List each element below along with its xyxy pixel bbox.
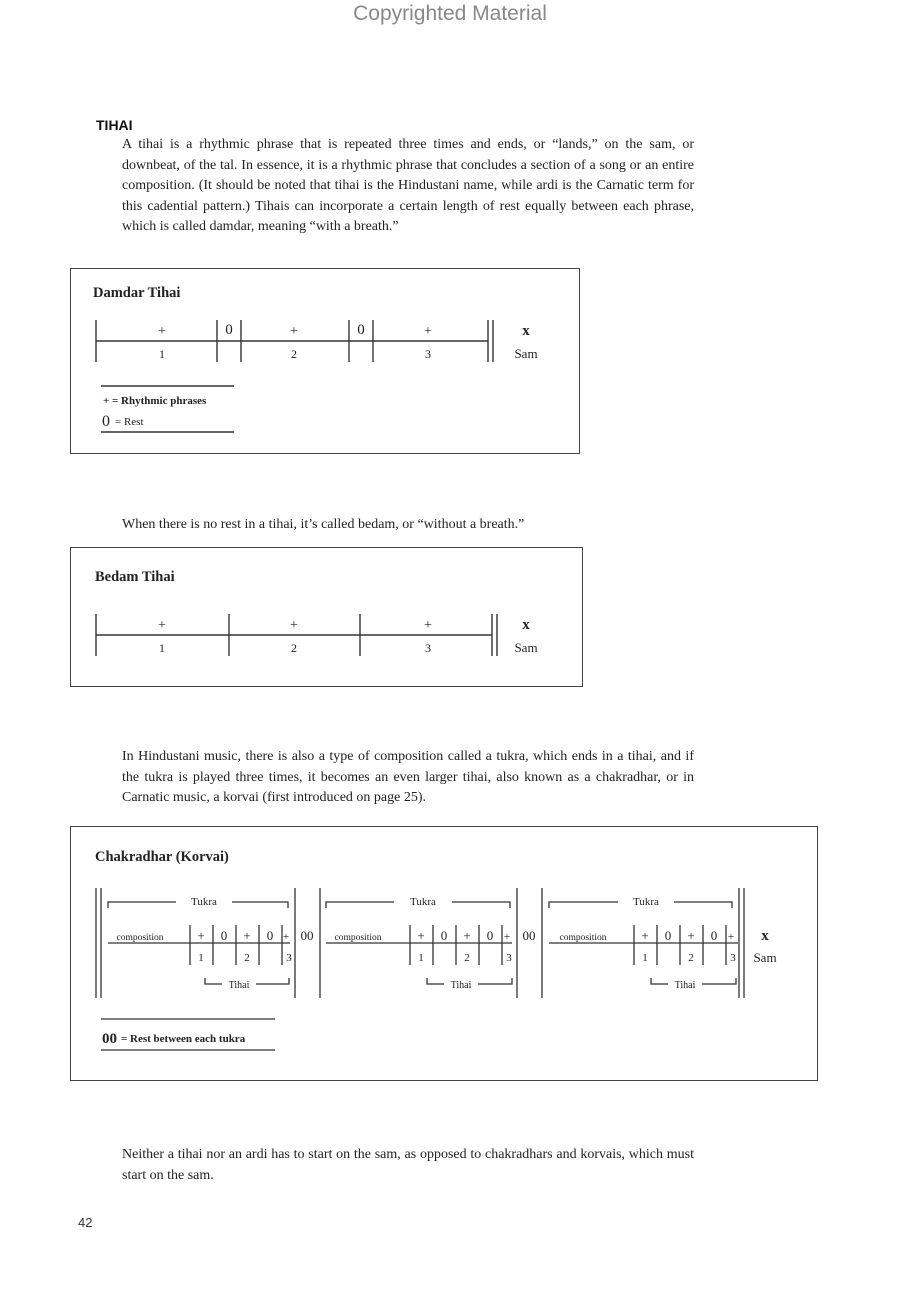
chakradhar-phrase: + — [687, 928, 695, 943]
chakradhar-phrase: + — [282, 931, 290, 943]
chakradhar-number-1: 1 — [418, 952, 424, 964]
chakradhar-phrase: + — [641, 928, 649, 943]
chakradhar-rest: 0 — [220, 928, 228, 943]
chakradhar-number-1: 1 — [642, 952, 648, 964]
damdar-x-label: x — [522, 323, 530, 339]
damdar-number-2: 2 — [291, 347, 297, 361]
paragraph-bedam: When there is no rest in a tihai, it’s called bedam, or “without a breath.” — [122, 517, 525, 532]
chakradhar-phrase: + — [243, 928, 251, 943]
chakradhar-number-3: 3 — [730, 952, 736, 964]
tihai-label-3: Tihai — [674, 980, 696, 991]
chakradhar-sam-label: Sam — [753, 950, 777, 965]
chakradhar-phrase: + — [727, 931, 735, 943]
bedam-sam-label: Sam — [514, 640, 538, 655]
tukra-label-2: Tukra — [410, 896, 436, 908]
chakradhar-rest: 0 — [266, 928, 274, 943]
chakradhar-number-1: 1 — [198, 952, 204, 964]
section-heading: TIHAI — [96, 117, 133, 133]
copyright-watermark: Copyrighted Material — [353, 2, 547, 25]
paragraph-ardi: Neither a tihai nor an ardi has to start on the sam, as opposed to chakradhars and korvais, which must start on the sam. — [122, 1147, 694, 1183]
damdar-legend-rest: = Rest — [115, 416, 144, 428]
chakradhar-number-3: 3 — [506, 952, 512, 964]
bedam-number-3: 3 — [425, 641, 431, 655]
chakradhar-number-2: 2 — [244, 952, 250, 964]
bedam-number-2: 2 — [291, 641, 297, 655]
damdar-number-1: 1 — [159, 347, 165, 361]
chakradhar-title: Chakradhar (Korvai) — [95, 849, 229, 865]
bedam-phrase-2: + — [290, 618, 298, 633]
tukra-label-1: Tukra — [191, 896, 217, 908]
composition-label-1: composition — [116, 933, 164, 943]
damdar-rest-1: 0 — [225, 322, 233, 338]
page-number: 42 — [78, 1215, 93, 1230]
paragraph-tukra: In Hindustani music, there is also a type of composition called a tukra, which ends in a tihai, and if the tukra is played three times, it becomes an even larger tihai, also known as a chakradhar, or in Carnatic music, a korvai (first introduced on page 25). — [122, 749, 694, 805]
chakradhar-double-rest: 00 — [522, 928, 536, 943]
damdar-number-3: 3 — [425, 347, 431, 361]
paragraph-tihai-intro: A tihai is a rhythmic phrase that is repeated three times and ends, or “lands,” on the sam, or downbeat, of the tal. In essence, it is a rhythmic phrase that concludes a section of a song or an entire composition. (It should be noted that tihai is the Hindustani name, while ardi is the Carnatic term for this cadential pattern.) Tihais can incorporate a certain length of rest equally between each phrase, which is called damdar, meaning “with a breath.” — [122, 137, 694, 234]
damdar-legend-rest-symbol: 0 — [102, 413, 110, 430]
chakradhar-phrase: + — [197, 928, 205, 943]
bedam-x-label: x — [522, 617, 530, 633]
chakradhar-legend-symbol: 00 — [102, 1031, 117, 1047]
damdar-legend-phrase: + = Rhythmic phrases — [103, 395, 207, 407]
tukra-label-3: Tukra — [633, 896, 659, 908]
chakradhar-phrase: + — [463, 928, 471, 943]
chakradhar-x-label: x — [761, 928, 769, 944]
bedam-phrase-1: + — [158, 618, 166, 633]
chakradhar-phrase: + — [417, 928, 425, 943]
tihai-label-2: Tihai — [450, 980, 472, 991]
chakradhar-number-3: 3 — [286, 952, 292, 964]
chakradhar-number-2: 2 — [464, 952, 470, 964]
damdar-phrase-1: + — [158, 324, 166, 339]
chakradhar-rest: 0 — [486, 928, 494, 943]
composition-label-2: composition — [334, 933, 382, 943]
chakradhar-rest: 0 — [440, 928, 448, 943]
chakradhar-rest: 0 — [664, 928, 672, 943]
chakradhar-legend-text: = Rest between each tukra — [121, 1033, 246, 1045]
chakradhar-number-2: 2 — [688, 952, 694, 964]
damdar-phrase-3: + — [424, 324, 432, 339]
bedam-tihai-title: Bedam Tihai — [95, 569, 175, 585]
chakradhar-rest: 0 — [710, 928, 718, 943]
damdar-phrase-2: + — [290, 324, 298, 339]
tihai-label-1: Tihai — [228, 980, 250, 991]
damdar-rest-2: 0 — [357, 322, 365, 338]
bedam-number-1: 1 — [159, 641, 165, 655]
composition-label-3: composition — [559, 933, 607, 943]
damdar-tihai-title: Damdar Tihai — [93, 285, 181, 301]
chakradhar-double-rest: 00 — [300, 928, 314, 943]
bedam-phrase-3: + — [424, 618, 432, 633]
chakradhar-phrase: + — [503, 931, 511, 943]
damdar-sam-label: Sam — [514, 346, 538, 361]
